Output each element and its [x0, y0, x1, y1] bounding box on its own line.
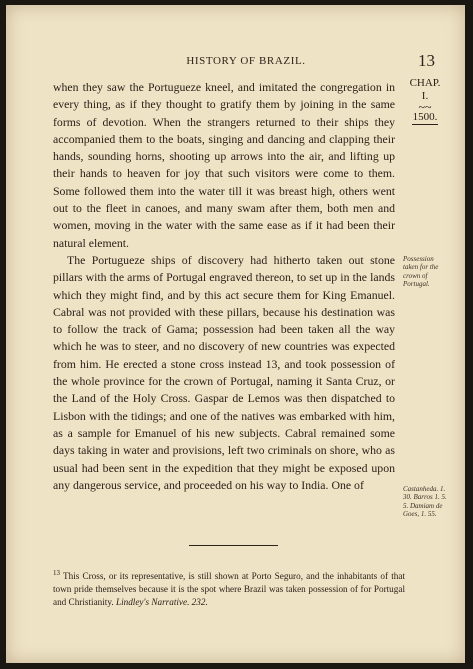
margin-note-possession: Possession taken for the crown of Portugal.	[403, 255, 439, 289]
footnote-text: This Cross, or its representative, is still shown at Porto Seguro, and the inhabitants of that town pride themselves because it is the spot where Brazil was taken possession of for Portugal and Christianity.	[53, 571, 405, 608]
paragraph-1: when they saw the Portugueze kneel, and imitated the congregation in every thing, as if they thought to gratify them by joining in the same forms of devotion. When the strangers returned to their ships they accompanied them to the boats, singing and dancing and clapping their hands, sounding horns, shooting up arrows into the air, and lifting up their hands to heaven for joy that such visitors were come to them. Some followed them into the water till it was breast high, others went out to the fleet in canoes, and many swam after them, both men and women, moving in the water with the same ease as if it had been their natural element.	[53, 80, 395, 250]
footnote-rule	[189, 545, 278, 546]
chapter-number: I.	[421, 90, 429, 102]
footnote-source: Lindley's Narrative. 232.	[115, 597, 208, 608]
chapter-marginal	[402, 77, 448, 125]
running-title: HISTORY OF BRAZIL.	[186, 55, 306, 67]
body-text	[53, 79, 395, 494]
margin-note-sources: Castanheda. 1. 30. Barros 1. 5. 5. Damiam de Goes, 1. 55.	[403, 485, 447, 519]
footnote-marker: 13	[53, 569, 60, 577]
page-header	[6, 51, 465, 75]
page-number: 13	[418, 51, 435, 70]
book-page	[6, 5, 465, 663]
chapter-label: CHAP.	[409, 77, 441, 89]
paragraph-2: The Portugueze ships of discovery had hitherto taken out stone pillars with the arms of Portugal engraved thereon, to set up in the lands which they might find, and by this act secure them for King Emanuel. Cabral was not provided with these pillars, because his destination was to follow the track of Gama; possession had been taken all the way which he was to steer, and no discovery of new countries was expected from him. He erected a stone cross instead 13, and took possession of the whole province for the crown of Portugal, naming it Santa Cruz, or the Land of the Holy Cross. Gaspar de Lemos was then dispatched to Lisbon with the tidings; and one of the natives was embarked with him, as a sample for Emanuel of his new subjects. Cabral remained some days taking in water and provisions, left two criminals on shore, who as usual had been sent in the expedition that they might be exposed upon any dangerous service, and proceeded on his way to India. One of	[53, 252, 395, 492]
flourish-ornament: ~~	[418, 100, 432, 114]
chapter-year: 1500.	[412, 111, 438, 123]
footnote	[53, 567, 405, 609]
